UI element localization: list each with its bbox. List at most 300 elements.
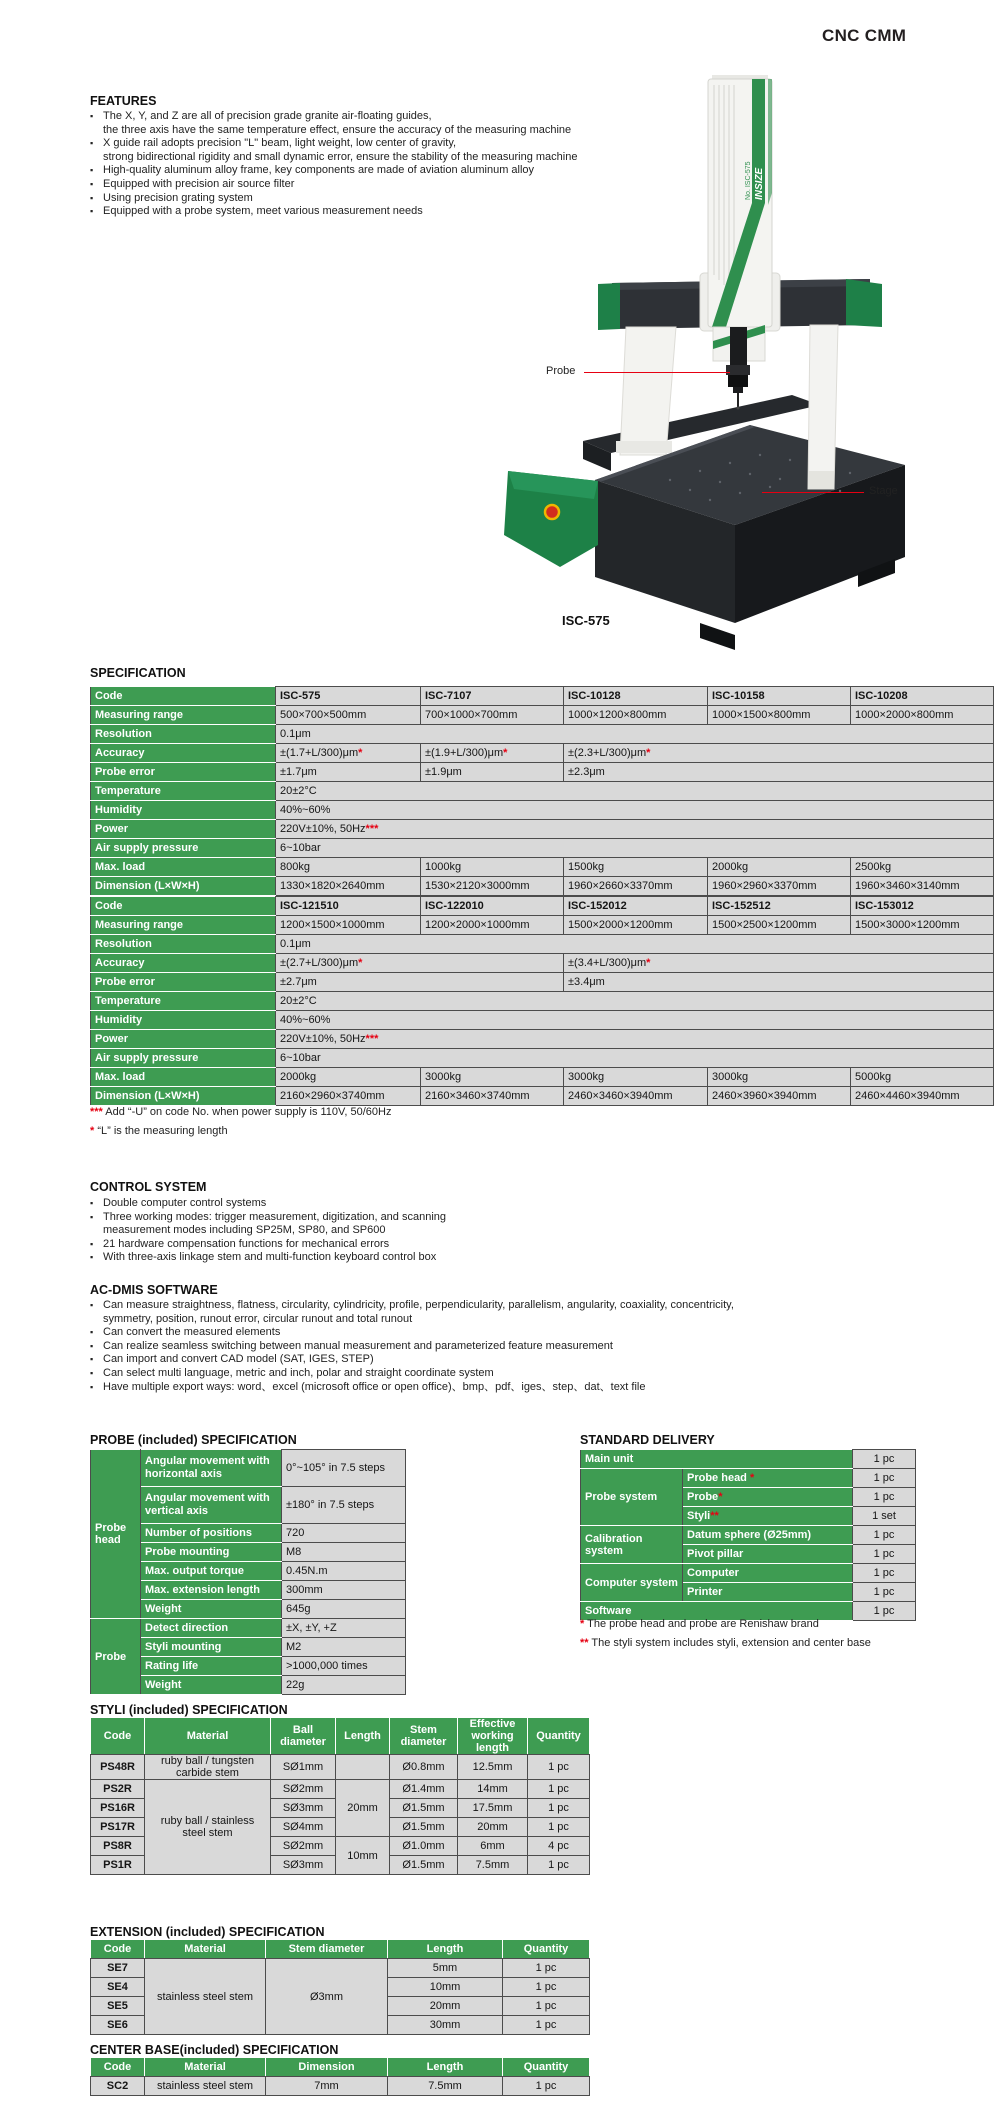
- spec-cell: 1200×2000×1000mm: [421, 916, 564, 935]
- column-header: Length: [388, 2058, 503, 2077]
- data-cell: 5mm: [388, 1959, 503, 1978]
- asterisk-marker: *: [503, 747, 508, 759]
- spec-cell: 1000×1200×800mm: [564, 706, 708, 725]
- spec-cell: ISC-152012: [564, 897, 708, 916]
- asterisk-marker: **: [710, 1510, 719, 1522]
- spec-cell: ISC-152512: [708, 897, 851, 916]
- row-label: Temperature: [91, 782, 276, 801]
- data-cell: 1 pc: [503, 1959, 590, 1978]
- spec-row: [91, 1011, 994, 1030]
- bullet-line: ▪ Can convert the measured elements: [90, 1326, 995, 1340]
- spec-cell: 20±2°C: [276, 782, 994, 801]
- row-label: Max. output torque: [141, 1562, 282, 1581]
- spec-cell: 1000kg: [421, 858, 564, 877]
- spec-cell: ±(2.3+L/300)μm*: [564, 744, 994, 763]
- asterisk-marker: *: [749, 1472, 755, 1484]
- column-header: Effective working length: [458, 1718, 528, 1755]
- spec-cell: 0.1μm: [276, 725, 994, 744]
- spec-row: [91, 954, 994, 973]
- asterisk-marker: *: [580, 1618, 585, 1630]
- row-label: Styli mounting: [141, 1638, 282, 1657]
- spec-row: [91, 1087, 994, 1106]
- header-row: [91, 1718, 590, 1755]
- value-cell: M2: [282, 1638, 406, 1657]
- spec-cell: 2460×3460×3940mm: [564, 1087, 708, 1106]
- data-cell: 20mm: [458, 1818, 528, 1837]
- value-cell: M8: [282, 1543, 406, 1562]
- data-cell: PS48R: [91, 1755, 145, 1780]
- row-label: Temperature: [91, 992, 276, 1011]
- data-cell: 20mm: [388, 1997, 503, 2016]
- data-cell: PS1R: [91, 1856, 145, 1875]
- specification-table-1: [90, 686, 994, 896]
- spec-cell: 1000×2000×800mm: [851, 706, 994, 725]
- data-cell: 17.5mm: [458, 1799, 528, 1818]
- data-row: [91, 1755, 590, 1780]
- group-label: Probe: [91, 1619, 141, 1695]
- spec-cell: 1500×2000×1200mm: [564, 916, 708, 935]
- spec-cell: ISC-7107: [421, 687, 564, 706]
- spec-cell: 2160×2960×3740mm: [276, 1087, 421, 1106]
- row-label: Max. extension length: [141, 1581, 282, 1600]
- spec-cell: 700×1000×700mm: [421, 706, 564, 725]
- row-label: Probe error: [91, 763, 276, 782]
- item-label: Pivot pillar: [683, 1545, 853, 1564]
- footnote: * The probe head and probe are Renishaw brand: [580, 1618, 819, 1630]
- emergency-stop-button: [545, 505, 559, 519]
- page-title: CNC CMM: [822, 26, 907, 45]
- data-cell: ruby ball / stainless steel stem: [145, 1780, 271, 1875]
- data-cell: Ø3mm: [266, 1959, 388, 2035]
- spec-table: [90, 896, 994, 1106]
- spec-table: [90, 686, 994, 896]
- spec-cell: 40%~60%: [276, 1011, 994, 1030]
- item-label: Software: [581, 1602, 853, 1621]
- spec-cell: ±2.7μm: [276, 973, 564, 992]
- bullet-line: ▪ High-quality aluminum alloy frame, key components are made of aviation aluminum alloy: [90, 164, 720, 178]
- bullet-line: ▪ Equipped with a probe system, meet various measurement needs: [90, 205, 720, 219]
- bullet-line: ▪ 21 hardware compensation functions for mechanical errors: [90, 1238, 970, 1252]
- data-cell: 1 pc: [503, 1997, 590, 2016]
- bullet-line: strong bidirectional rigidity and small dynamic error, ensure the stability of the measuring machine: [103, 150, 578, 163]
- bullet-line: ▪ Can select multi language, metric and inch, polar and straight coordinate system: [90, 1367, 995, 1381]
- footnote: * “L” is the measuring length: [90, 1125, 228, 1137]
- data-cell: SE7: [91, 1959, 145, 1978]
- z-column: [700, 75, 780, 331]
- group-label: Probe system: [581, 1469, 683, 1526]
- bullet-line: ▪ Double computer control systems: [90, 1197, 970, 1211]
- column-header: Code: [91, 1940, 145, 1959]
- item-label: Datum sphere (Ø25mm): [683, 1526, 853, 1545]
- bullet-line: ▪ Can realize seamless switching between manual measurement and parameterized feature measurement: [90, 1340, 995, 1354]
- spec-cell: ±(1.7+L/300)μm*: [276, 744, 421, 763]
- spec-row: [91, 1030, 994, 1049]
- data-row: [91, 2077, 590, 2096]
- spec-cell: 1960×2960×3370mm: [708, 877, 851, 896]
- center-base-table-el: [90, 2057, 590, 2096]
- data-cell: SØ1mm: [271, 1755, 336, 1780]
- data-row: [91, 1959, 590, 1978]
- value-cell: >1000,000 times: [282, 1657, 406, 1676]
- spec-row: [91, 706, 994, 725]
- data-cell: 7mm: [266, 2077, 388, 2096]
- data-cell: Ø1.5mm: [390, 1799, 458, 1818]
- cmm-machine-illustration: [450, 75, 920, 665]
- granite-stage: [595, 425, 905, 650]
- spec-cell: ISC-122010: [421, 897, 564, 916]
- stage-callout-line: [762, 492, 864, 493]
- probe-spec-section: [90, 1449, 406, 1695]
- spec-cell: 2000kg: [276, 1068, 421, 1087]
- group-label: Calibration system: [581, 1526, 683, 1564]
- spec-row: [91, 1049, 994, 1068]
- column-header: Length: [336, 1718, 390, 1755]
- bullet-line: ▪ Using precision grating system: [90, 192, 720, 206]
- data-cell: 1 pc: [528, 1818, 590, 1837]
- probe-assembly: [713, 325, 765, 410]
- left-leg: [616, 327, 676, 455]
- column-header: Quantity: [503, 2058, 590, 2077]
- delivery-row: [581, 1526, 916, 1545]
- spec-cell: 2500kg: [851, 858, 994, 877]
- data-cell: 1 pc: [528, 1856, 590, 1875]
- row-label: Angular movement with horizontal axis: [141, 1450, 282, 1487]
- stage-callout-label: Stage: [869, 485, 898, 497]
- spec-cell: ISC-575: [276, 687, 421, 706]
- spec-cell: 3000kg: [421, 1068, 564, 1087]
- data-cell: SØ3mm: [271, 1799, 336, 1818]
- spec-cell: ISC-121510: [276, 897, 421, 916]
- bullet-line: ▪ Can measure straightness, flatness, circularity, cylindricity, profile, perpendicularity, parallelism, angularity, coaxiality, concentricity,: [90, 1299, 995, 1313]
- spec-cell: ISC-10158: [708, 687, 851, 706]
- extension-table-el: [90, 1939, 590, 2035]
- data-cell: 6mm: [458, 1837, 528, 1856]
- row-label: Power: [91, 1030, 276, 1049]
- spec-cell: 3000kg: [708, 1068, 851, 1087]
- asterisk-marker: **: [580, 1637, 589, 1649]
- spec-row: [91, 763, 994, 782]
- bullet-line: ▪ Equipped with precision air source filter: [90, 178, 720, 192]
- value-cell: ±X, ±Y, +Z: [282, 1619, 406, 1638]
- row-label: Measuring range: [91, 706, 276, 725]
- spec-cell: ISC-10208: [851, 687, 994, 706]
- center-base-heading: CENTER BASE(included) SPECIFICATION: [90, 2043, 339, 2057]
- spec-cell: 6~10bar: [276, 839, 994, 858]
- spec-cell: 3000kg: [564, 1068, 708, 1087]
- footnote: ** The styli system includes styli, extension and center base: [580, 1637, 871, 1649]
- value-cell: 0°~105° in 7.5 steps: [282, 1450, 406, 1487]
- spec-row: [91, 973, 994, 992]
- data-cell: SC2: [91, 2077, 145, 2096]
- footnote: *** Add “-U” on code No. when power supply is 110V, 50/60Hz: [90, 1106, 392, 1118]
- data-cell: PS16R: [91, 1799, 145, 1818]
- spec-cell: 1330×1820×2640mm: [276, 877, 421, 896]
- spec-cell: 220V±10%, 50Hz***: [276, 820, 994, 839]
- spec-cell: 1960×2660×3370mm: [564, 877, 708, 896]
- bullet-line: the three axis have the same temperature effect, ensure the accuracy of the measuring machine: [103, 123, 572, 136]
- data-cell: SE4: [91, 1978, 145, 1997]
- spec-cell: 2460×4460×3940mm: [851, 1087, 994, 1106]
- spec-cell: 40%~60%: [276, 801, 994, 820]
- spec-cell: 1960×3460×3140mm: [851, 877, 994, 896]
- spec-row: [91, 801, 994, 820]
- row-label: Max. load: [91, 858, 276, 877]
- row-label: Measuring range: [91, 916, 276, 935]
- bullet-line: ▪ Three working modes: trigger measurement, digitization, and scanning: [90, 1211, 970, 1225]
- item-label: Probe*: [683, 1488, 853, 1507]
- data-cell: 30mm: [388, 2016, 503, 2035]
- asterisk-marker: *: [358, 957, 363, 969]
- bullet-line: ▪ With three-axis linkage stem and multi-function keyboard control box: [90, 1251, 970, 1265]
- spec-cell: ±(3.4+L/300)μm*: [564, 954, 994, 973]
- row-label: Humidity: [91, 801, 276, 820]
- data-cell: 14mm: [458, 1780, 528, 1799]
- data-cell: PS2R: [91, 1780, 145, 1799]
- spec-cell: 1200×1500×1000mm: [276, 916, 421, 935]
- data-cell: 1 pc: [528, 1799, 590, 1818]
- spec-row: [91, 782, 994, 801]
- data-cell: [336, 1755, 390, 1780]
- data-cell: PS8R: [91, 1837, 145, 1856]
- spec-cell: 2460×3960×3940mm: [708, 1087, 851, 1106]
- item-label: Probe head *: [683, 1469, 853, 1488]
- features-heading: FEATURES: [90, 94, 157, 108]
- data-cell: 10mm: [388, 1978, 503, 1997]
- item-label: Main unit: [581, 1450, 853, 1469]
- extension-heading: EXTENSION (included) SPECIFICATION: [90, 1925, 325, 1939]
- spec-row: [91, 1068, 994, 1087]
- data-cell: 1 pc: [503, 1978, 590, 1997]
- delivery-row: [581, 1450, 916, 1469]
- quantity-cell: 1 pc: [853, 1583, 916, 1602]
- data-cell: stainless steel stem: [145, 2077, 266, 2096]
- asterisk-marker: *: [646, 747, 651, 759]
- machine-brand-text: INSIZE: [754, 167, 765, 200]
- spec-cell: 2000kg: [708, 858, 851, 877]
- row-label: Resolution: [91, 725, 276, 744]
- header-row: [91, 2058, 590, 2077]
- spec-cell: 1000×1500×800mm: [708, 706, 851, 725]
- control-system-list: [90, 1197, 970, 1265]
- bullet-line: symmetry, position, runout error, circular runout and total runout: [103, 1312, 413, 1325]
- bullet-line: ▪ The X, Y, and Z are all of precision grade granite air-floating guides,: [90, 110, 720, 124]
- row-label: Probe mounting: [141, 1543, 282, 1562]
- spec-row: [91, 744, 994, 763]
- styli-table-el: [90, 1717, 590, 1875]
- bullet-line: ▪ Can import and convert CAD model (SAT, IGES, STEP): [90, 1353, 995, 1367]
- quantity-cell: 1 pc: [853, 1564, 916, 1583]
- row-label: Dimension (L×W×H): [91, 877, 276, 896]
- data-cell: 20mm: [336, 1780, 390, 1837]
- data-cell: 10mm: [336, 1837, 390, 1875]
- spec-cell: ±1.7μm: [276, 763, 421, 782]
- quantity-cell: 1 pc: [853, 1450, 916, 1469]
- data-cell: 1 pc: [528, 1755, 590, 1780]
- asterisk-marker: ***: [365, 1033, 379, 1045]
- spec-cell: 5000kg: [851, 1068, 994, 1087]
- row-label: Humidity: [91, 1011, 276, 1030]
- spec-cell: ±2.3μm: [564, 763, 994, 782]
- center-base-section: [90, 2057, 590, 2096]
- column-header: Ball diameter: [271, 1718, 336, 1755]
- value-cell: ±180° in 7.5 steps: [282, 1487, 406, 1524]
- spec-cell: 500×700×500mm: [276, 706, 421, 725]
- row-label: Dimension (L×W×H): [91, 1087, 276, 1106]
- data-cell: 7.5mm: [458, 1856, 528, 1875]
- data-cell: ruby ball / tungsten carbide stem: [145, 1755, 271, 1780]
- spec-cell: ±3.4μm: [564, 973, 994, 992]
- row-label: Angular movement with vertical axis: [141, 1487, 282, 1524]
- spec-row: [91, 935, 994, 954]
- item-label: Printer: [683, 1583, 853, 1602]
- bullet-line: ▪ X guide rail adopts precision "L" beam, light weight, low center of gravity,: [90, 137, 720, 151]
- spec-row: [91, 839, 994, 858]
- spec-cell: ±(1.9+L/300)μm*: [421, 744, 564, 763]
- row-label: Code: [91, 897, 276, 916]
- right-leg: [808, 325, 838, 489]
- column-header: Quantity: [528, 1718, 590, 1755]
- column-header: Code: [91, 1718, 145, 1755]
- specification-table-2: [90, 896, 994, 1106]
- data-cell: 7.5mm: [388, 2077, 503, 2096]
- asterisk-marker: *: [358, 747, 363, 759]
- column-header: Stem diameter: [390, 1718, 458, 1755]
- spec-row: [91, 877, 994, 896]
- probe-spec-heading: PROBE (included) SPECIFICATION: [90, 1433, 297, 1447]
- spec-cell: 1500×3000×1200mm: [851, 916, 994, 935]
- column-header: Material: [145, 1940, 266, 1959]
- row-label: Power: [91, 820, 276, 839]
- probe-spec-row: [91, 1619, 406, 1638]
- spec-row: [91, 820, 994, 839]
- bullet-line: ▪ Have multiple export ways: word、excel (microsoft office or open office)、bmp、pdf、iges、step、dat、text file: [90, 1381, 995, 1395]
- product-image: [450, 75, 920, 665]
- data-row: [91, 1780, 590, 1799]
- row-label: Max. load: [91, 1068, 276, 1087]
- data-cell: SØ4mm: [271, 1818, 336, 1837]
- group-label: Probe head: [91, 1450, 141, 1619]
- styli-heading: STYLI (included) SPECIFICATION: [90, 1703, 288, 1717]
- asterisk-marker: *: [646, 957, 651, 969]
- spec-row: [91, 687, 994, 706]
- spec-cell: 0.1μm: [276, 935, 994, 954]
- value-cell: 0.45N.m: [282, 1562, 406, 1581]
- row-label: Code: [91, 687, 276, 706]
- column-header: Dimension: [266, 2058, 388, 2077]
- data-cell: 1 pc: [503, 2077, 590, 2096]
- data-cell: stainless steel stem: [145, 1959, 266, 2035]
- row-label: Probe error: [91, 973, 276, 992]
- spec-cell: 220V±10%, 50Hz***: [276, 1030, 994, 1049]
- column-header: Material: [145, 1718, 271, 1755]
- row-label: Accuracy: [91, 954, 276, 973]
- data-cell: 4 pc: [528, 1837, 590, 1856]
- row-label: Detect direction: [141, 1619, 282, 1638]
- spec-cell: 800kg: [276, 858, 421, 877]
- data-cell: Ø1.4mm: [390, 1780, 458, 1799]
- delivery-row: [581, 1469, 916, 1488]
- data-cell: SØ2mm: [271, 1837, 336, 1856]
- base-cover: [504, 471, 598, 567]
- value-cell: 645g: [282, 1600, 406, 1619]
- data-cell: Ø1.5mm: [390, 1818, 458, 1837]
- column-header: Length: [388, 1940, 503, 1959]
- data-cell: SE6: [91, 2016, 145, 2035]
- probe-callout-label: Probe: [546, 365, 576, 377]
- specification-footnotes: [90, 1106, 391, 1144]
- data-cell: SE5: [91, 1997, 145, 2016]
- bullet-line: measurement modes including SP25M, SP80, and SP600: [103, 1224, 386, 1237]
- delivery-footnotes: [580, 1618, 871, 1656]
- probe-spec-row: [91, 1450, 406, 1487]
- row-label: Weight: [141, 1676, 282, 1695]
- data-cell: 12.5mm: [458, 1755, 528, 1780]
- spec-cell: ISC-10128: [564, 687, 708, 706]
- data-cell: Ø1.5mm: [390, 1856, 458, 1875]
- quantity-cell: 1 pc: [853, 1602, 916, 1621]
- value-cell: 300mm: [282, 1581, 406, 1600]
- data-cell: 1 pc: [528, 1780, 590, 1799]
- spec-row: [91, 897, 994, 916]
- row-label: Air supply pressure: [91, 839, 276, 858]
- group-label: Computer system: [581, 1564, 683, 1602]
- spec-row: [91, 725, 994, 744]
- spec-cell: 1530×2120×3000mm: [421, 877, 564, 896]
- spec-row: [91, 858, 994, 877]
- asterisk-marker: ***: [90, 1106, 103, 1118]
- spec-cell: 6~10bar: [276, 1049, 994, 1068]
- column-header: Material: [145, 2058, 266, 2077]
- software-list: [90, 1299, 995, 1394]
- spec-cell: 1500×2500×1200mm: [708, 916, 851, 935]
- styli-section: [90, 1717, 590, 1875]
- spec-cell: 2160×3460×3740mm: [421, 1087, 564, 1106]
- spec-cell: 1500kg: [564, 858, 708, 877]
- row-label: Number of positions: [141, 1524, 282, 1543]
- spec-cell: 20±2°C: [276, 992, 994, 1011]
- column-header: Code: [91, 2058, 145, 2077]
- spec-cell: ISC-153012: [851, 897, 994, 916]
- quantity-cell: 1 pc: [853, 1488, 916, 1507]
- column-header: Quantity: [503, 1940, 590, 1959]
- row-label: Air supply pressure: [91, 1049, 276, 1068]
- row-label: Resolution: [91, 935, 276, 954]
- data-cell: PS17R: [91, 1818, 145, 1837]
- quantity-cell: 1 pc: [853, 1526, 916, 1545]
- column-header: Stem diameter: [266, 1940, 388, 1959]
- data-cell: SØ2mm: [271, 1780, 336, 1799]
- spec-cell: ±(2.7+L/300)μm*: [276, 954, 564, 973]
- asterisk-marker: ***: [365, 823, 379, 835]
- product-model-caption: ISC-575: [562, 613, 610, 628]
- software-heading: AC-DMIS SOFTWARE: [90, 1283, 218, 1297]
- quantity-cell: 1 pc: [853, 1469, 916, 1488]
- header-row: [91, 1940, 590, 1959]
- spec-cell: ±1.9μm: [421, 763, 564, 782]
- item-label: Computer: [683, 1564, 853, 1583]
- value-cell: 22g: [282, 1676, 406, 1695]
- quantity-cell: 1 set: [853, 1507, 916, 1526]
- control-system-heading: CONTROL SYSTEM: [90, 1180, 207, 1194]
- quantity-cell: 1 pc: [853, 1545, 916, 1564]
- extension-section: [90, 1939, 590, 2035]
- data-cell: Ø0.8mm: [390, 1755, 458, 1780]
- standard-delivery-section: [580, 1449, 916, 1621]
- value-cell: 720: [282, 1524, 406, 1543]
- probe-callout-line: [584, 372, 730, 373]
- row-label: Rating life: [141, 1657, 282, 1676]
- spec-row: [91, 916, 994, 935]
